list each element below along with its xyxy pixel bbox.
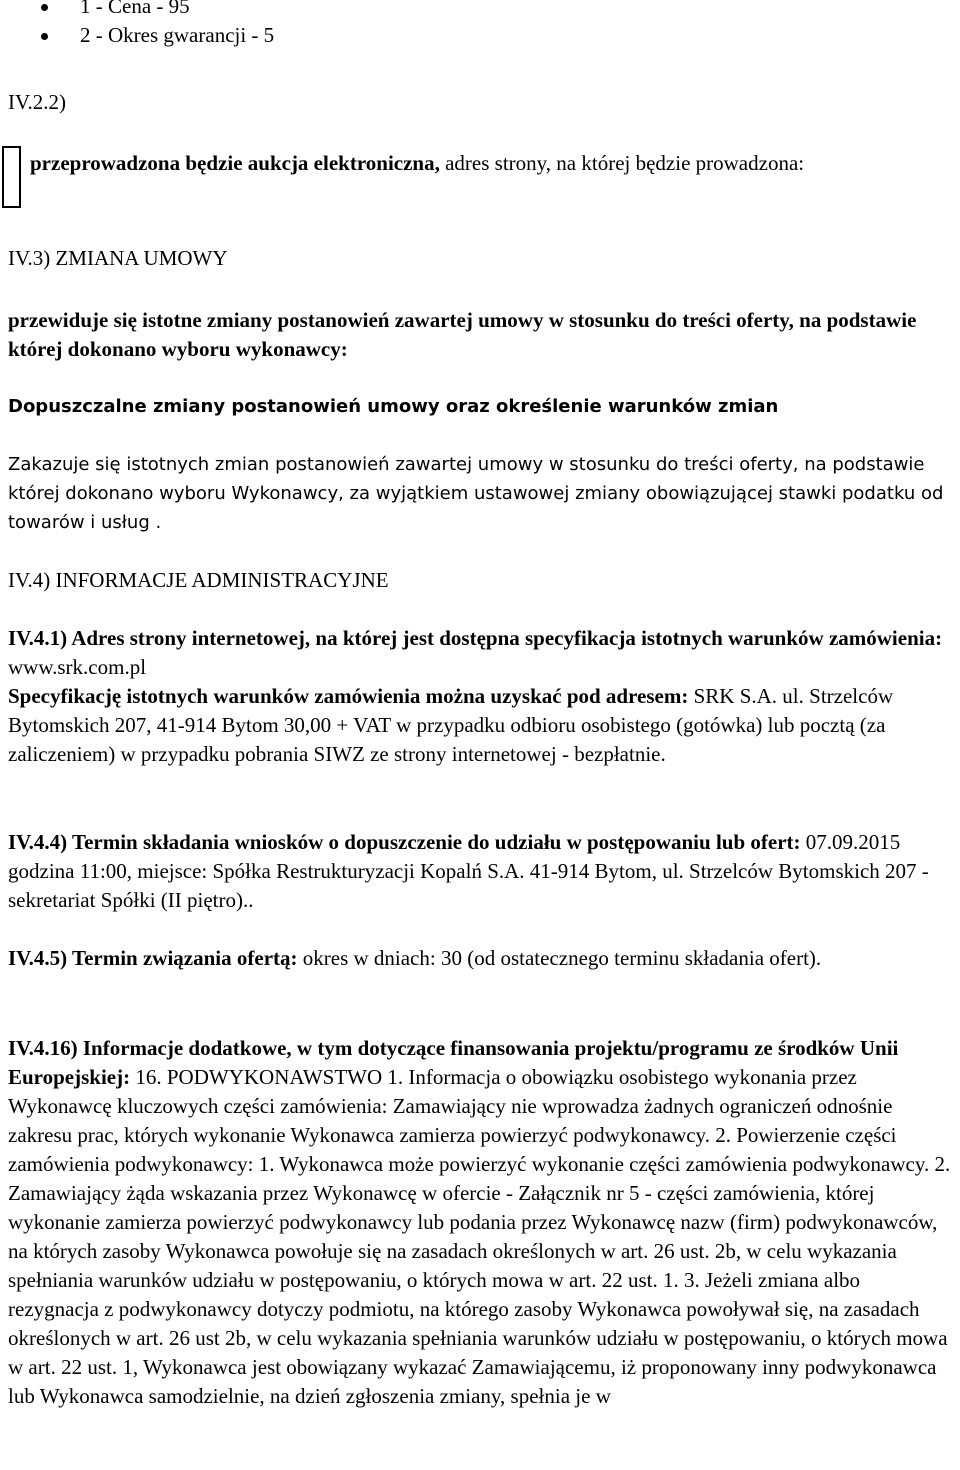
auction-rest: adres strony, na której będzie prowadzona: bbox=[439, 151, 805, 175]
iv41-spec-text: SRK S.A. ul. Strzelców Bytomskich 207, 41-914 Bytom 30,00 + VAT w przypadku odbioru osobistego (gotówka) lub pocztą (za zaliczeniem) w przypadku pobrania SIWZ ze strony internetowej - bezpłatnie. bbox=[8, 684, 894, 766]
section-heading-iv4: IV.4) INFORMACJE ADMINISTRACYJNE bbox=[8, 568, 389, 592]
iv416-text: 16. PODWYKONAWSTWO 1. Informacja o obowiązku osobistego wykonania przez Wykonawcę kluczowych części zamówienia: Zamawiający nie wprowadza żadnych ograniczeń odnośnie zakresu prac, których wykonanie Wykonawca zamierza powierzyć podwykonawcy. 2. Powierzenie części zamówienia podwykonawcy: 1. Wykonawca może powierzyć wykonanie części zamówienia podwykonawcy. 2. Zamawiający żąda wskazania przez Wykonawcę w ofercie - Załącznik nr 5 - części zamówienia, której wykonanie zamierza powierzyć podwykonawcy lub podania przez Wykonawcę nazw (firm) podwykonawców, na których zasoby Wykonawca powołuje się na zasadach określonych w art. 26 ust. 2b, w celu wykazania spełniania warunków udziału w postępowaniu, o których mowa w art. 22 ust. 1. 3. Jeżeli zmiana albo rezygnacja z podwykonawcy dotyczy podmiotu, na którego zasoby Wykonawca powoływał się, na zasadach określonych w art. 26 ust 2b, w celu wykazania spełniania warunków udziału w postępowaniu, o których mowa w art. 22 ust. 1, Wykonawca jest obowiązany wykazać Zamawiającemu, iż proponowany inny podwykonawca lub Wykonawca samodzielnie, na dzień zgłoszenia zmiany, spełnia je w bbox=[8, 1065, 951, 1408]
auction-bold: przeprowadzona będzie aukcja elektroniczna, bbox=[30, 151, 440, 175]
iv41-paragraph bbox=[8, 624, 954, 769]
criteria-item: 1 - Cena - 95 bbox=[80, 0, 274, 21]
auction-text bbox=[30, 149, 954, 178]
iv44-label: IV.4.4) Termin składania wniosków o dopuszczenie do udziału w postępowaniu lub ofert: bbox=[8, 830, 801, 854]
criteria-list bbox=[0, 0, 274, 50]
section-heading-iv3: IV.3) ZMIANA UMOWY bbox=[8, 246, 228, 270]
iv3-changes-title: Dopuszczalne zmiany postanowień umowy oraz określenie warunków zmian bbox=[8, 396, 779, 417]
iv44-text: 07.09.2015 godzina 11:00, miejsce: Spółka Restrukturyzacji Kopalń S.A. 41-914 Bytom, ul. Strzelców Bytomskich 207 - sekretariat Spółki (II piętro).. bbox=[8, 830, 929, 912]
iv41-spec-label: Specyfikację istotnych warunków zamówienia można uzyskać pod adresem: bbox=[8, 684, 689, 708]
iv3-changes-text: Zakazuje się istotnych zmian postanowień zawartej umowy w stosunku do treści oferty, na podstawie której dokonano wyboru Wykonawcy, za wyjątkiem ustawowej zmiany obowiązującej stawki podatku od towarów i usług . bbox=[8, 454, 944, 533]
iv416-label: IV.4.16) Informacje dodatkowe, w tym dotyczące finansowania projektu/programu ze środków Unii Europejskiej: bbox=[8, 1036, 899, 1089]
iv416-paragraph bbox=[8, 1034, 954, 1411]
iv44-paragraph bbox=[8, 828, 954, 915]
iv45-paragraph bbox=[8, 944, 954, 973]
iv3-statement: przewiduje się istotne zmiany postanowień zawartej umowy w stosunku do treści oferty, na podstawie której dokonano wyboru wykonawcy: bbox=[8, 308, 917, 361]
section-heading-iv22: IV.2.2) bbox=[8, 90, 66, 114]
auction-checkbox[interactable] bbox=[2, 146, 21, 208]
iv45-label: IV.4.5) Termin związania ofertą: bbox=[8, 946, 298, 970]
criteria-item: 2 - Okres gwarancji - 5 bbox=[80, 21, 274, 50]
iv41-label: IV.4.1) Adres strony internetowej, na której jest dostępna specyfikacja istotnych warunków zamówienia: bbox=[8, 626, 943, 650]
iv45-text: okres w dniach: 30 (od ostatecznego terminu składania ofert). bbox=[297, 946, 822, 970]
iv41-url: www.srk.com.pl bbox=[8, 655, 147, 679]
